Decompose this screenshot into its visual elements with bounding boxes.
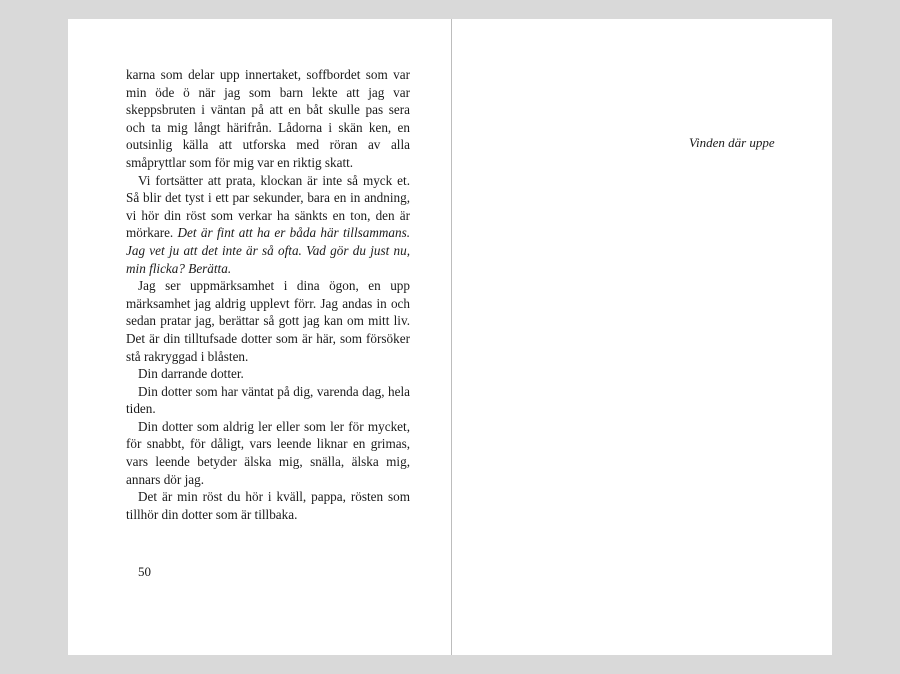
italic-speech: du just nu, min flicka? Berätta. [126,242,411,276]
paragraph-3: Jag ser uppmärksamhet i dina ögon, en upp märksamhet jag aldrig upplevt förr. Jag andas in och sedan pratar jag, berättar så gott jag kan om mitt liv. Det är din tilltufsade dotter som är här, som försöker stå rakryggad i blåsten. [126,278,410,364]
italic-speech: tillsammans. Jag vet ju att det inte är så ofta. Vad gör [126,225,410,258]
left-page [68,19,451,655]
running-head: Vinden där uppe [689,135,775,150]
paragraph-6: Din dotter som aldrig ler eller som ler för mycket, för snabbt, för dåligt, vars leende liknar en grimas, vars leende betyder älska mig, snälla, älska mig, annars dör jag. [126,418,410,487]
paragraph-5: Din dotter som har väntat på dig, varenda dag, hela tiden. [126,383,410,417]
body-text [126,66,410,523]
paragraph-1: karna som delar upp innertaket, soffbordet som var min öde ö när jag som barn lekte att jag var skeppsbruten i väntan på att en båt skulle pas sera och ta mig långt härifrån. Lådorna i skän ken, en outsinlig källa att utforska med röran av alla småpryttlar som för mig var en riktig skatt. [126,67,411,170]
book-spread [68,19,832,655]
paragraph-4: Din darrande dotter. [138,366,244,382]
paragraph-2: Vi fortsätter att prata, klockan är inte så myck et. Så blir det tyst i ett par sekunder, bara en in andning, vi hör din röst som verkar ha sänkts en ton, den är mörkare. Det är fint att ha er båda här tillsammans. Jag vet ju att det inte är så ofta. Vad gör du just nu, min flicka? Berätta. [126,172,411,276]
italic-speech: Det är fint att ha er båda här [177,225,343,241]
paragraph-7: Det är min röst du hör i kväll, pappa, rösten som tillhör din dotter som är tillbaka. [126,489,410,522]
page-number: 50 [138,564,151,579]
right-page [452,19,832,655]
